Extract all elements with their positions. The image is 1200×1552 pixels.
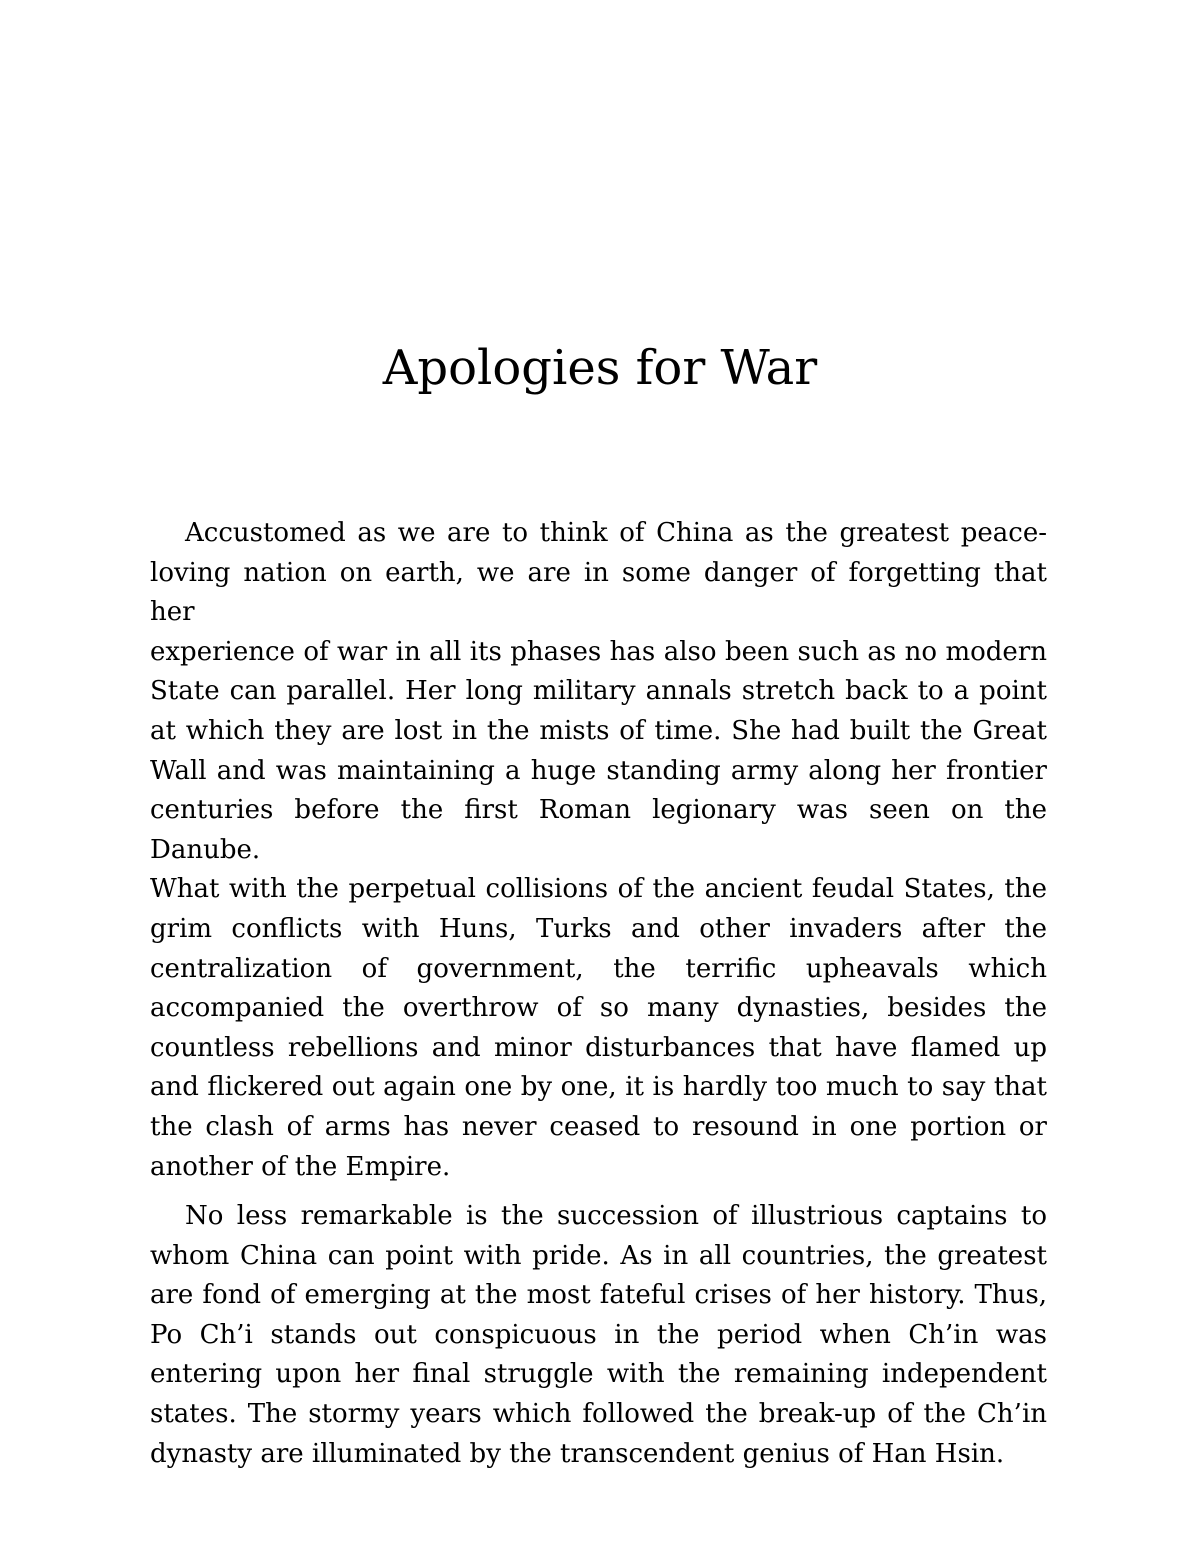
- text-line: accompanied the overthrow of so many dynasties, besides the: [150, 993, 1047, 1024]
- text-line: What with the perpetual collisions of the ancient feudal States, the: [150, 874, 1047, 905]
- text-line: at which they are lost in the mists of time. She had built the Great: [150, 715, 1047, 746]
- text-line: No less remarkable is the succession of illustrious captains to: [185, 1201, 1047, 1232]
- text-line: are fond of emerging at the most fateful crises of her history. Thus,: [150, 1280, 1047, 1311]
- text-line: centralization of government, the terrific upheavals which: [150, 953, 1047, 984]
- text-line: countless rebellions and minor disturbances that have flamed up: [150, 1032, 1047, 1063]
- text-line: State can parallel. Her long military annals stretch back to a point: [150, 676, 1047, 707]
- text-line: experience of war in all its phases has also been such as no modern: [150, 636, 1047, 667]
- text-line: whom China can point with pride. As in all countries, the greatest: [150, 1240, 1047, 1271]
- paragraph: [150, 1197, 1047, 1474]
- chapter-title: Apologies for War: [382, 340, 818, 396]
- text-line: another of the Empire.: [150, 1151, 451, 1182]
- text-line: and flickered out again one by one, it is hardly too much to say that: [150, 1072, 1047, 1103]
- paragraph: [150, 514, 1047, 1187]
- text-line: Accustomed as we are to think of China as the greatest peace-: [185, 518, 1047, 548]
- text-line: entering upon her final struggle with the remaining independent: [150, 1359, 1047, 1390]
- text-line: Po Ch’i stands out conspicuous in the period when Ch’in was: [150, 1319, 1047, 1350]
- text-line: dynasty are illuminated by the transcendent genius of Han Hsin.: [150, 1438, 1005, 1469]
- text-line: centuries before the first Roman legionary was seen on the Danube.: [150, 795, 1047, 865]
- text-line: Wall and was maintaining a huge standing army along her frontier: [150, 755, 1047, 786]
- body-text: [150, 514, 1047, 1474]
- text-line: states. The stormy years which followed the break-up of the Ch’in: [150, 1399, 1047, 1430]
- text-line: the clash of arms has never ceased to resound in one portion or: [150, 1111, 1047, 1142]
- text-line: loving nation on earth, we are in some danger of forgetting that her: [150, 557, 1047, 628]
- text-line: grim conflicts with Huns, Turks and other invaders after the: [150, 913, 1047, 944]
